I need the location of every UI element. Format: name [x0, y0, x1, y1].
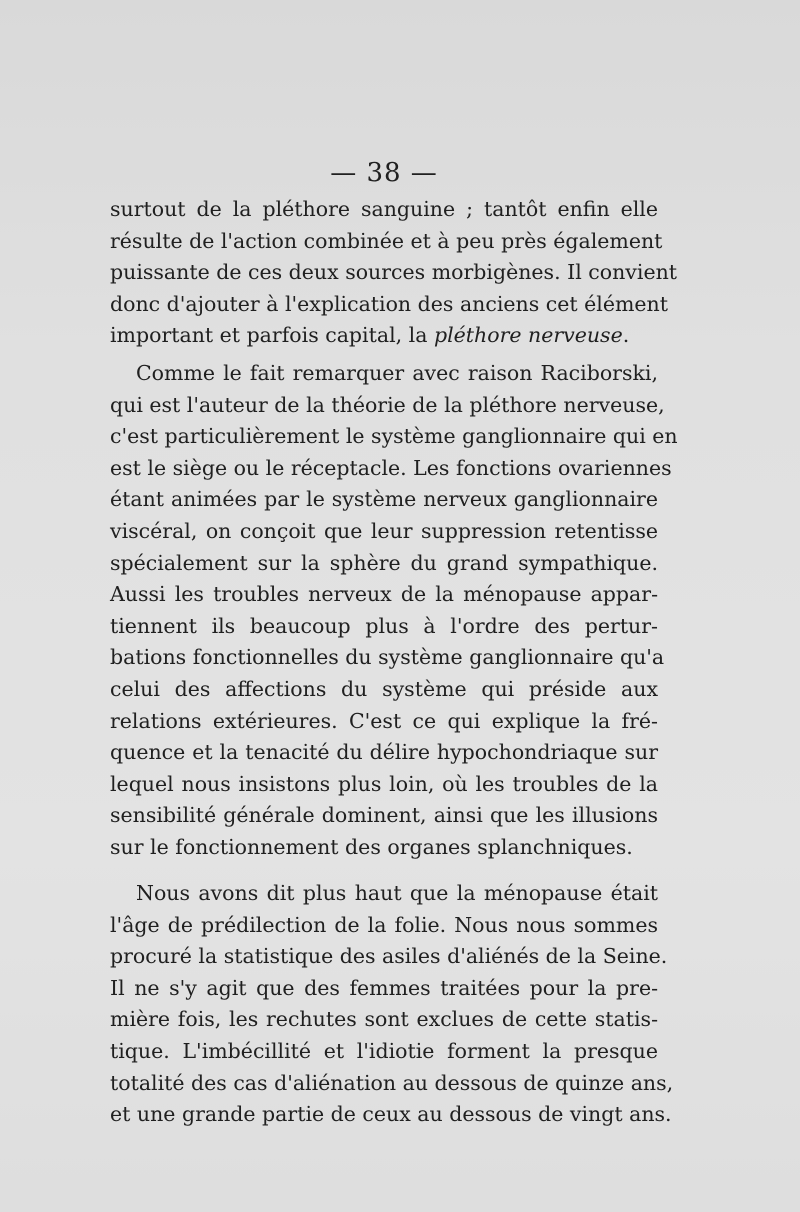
- text-line: l'âge de prédilection de la folie. Nous nous sommes: [110, 912, 658, 937]
- text-line: est le siège ou le réceptacle. Les fonctions ovariennes: [110, 455, 672, 480]
- text-line: Nous avons dit plus haut que la ménopause était: [136, 881, 658, 905]
- text-line: et une grande partie de ceux au dessous de vingt ans.: [110, 1102, 672, 1127]
- text-line: bations fonctionnelles du système ganglionnaire qu'a: [110, 645, 665, 670]
- text-line: quence et la tenacité du délire hypochondriaque sur: [110, 740, 658, 765]
- text-line: Il ne s'y agit que des femmes traitées pour la pre-: [110, 975, 658, 1000]
- text-line: étant animées par le système nerveux ganglionnaire: [110, 487, 658, 512]
- text-line: sensibilité générale dominent, ainsi que les illusions: [110, 803, 658, 828]
- text-segment: .: [622, 323, 630, 348]
- paragraph-1: [110, 194, 678, 352]
- text-line: résulte de l'action combinée et à peu près également: [110, 228, 663, 253]
- text-line: Aussi les troubles nerveux de la ménopause appar-: [110, 582, 658, 607]
- text-line: lequel nous insistons plus loin, où les troubles de la: [110, 771, 658, 796]
- text-line: procuré la statistique des asiles d'aliénés de la Seine.: [110, 944, 668, 969]
- text-line: donc d'ajouter à l'explication des anciens cet élément: [110, 291, 668, 316]
- text-segment: important et parfois capital, la: [110, 323, 434, 348]
- text-line: qui est l'auteur de la théorie de la pléthore nerveuse,: [110, 392, 665, 417]
- text-line: totalité des cas d'aliénation au dessous de quinze ans,: [110, 1070, 674, 1095]
- text-line: viscéral, on conçoit que leur suppression retentisse: [110, 518, 658, 543]
- italic-term: pléthore nerveuse: [433, 323, 623, 348]
- text-line: tique. L'imbécillité et l'idiotie forment la presque: [110, 1038, 658, 1063]
- text-line: [110, 320, 658, 352]
- text-line: sur le fonctionnement des organes splanchniques.: [110, 834, 633, 859]
- text-line: c'est particulièrement le système ganglionnaire qui en: [110, 424, 678, 449]
- text-line: relations extérieures. C'est ce qui explique la fré-: [110, 708, 658, 733]
- text-line: Comme le fait remarquer avec raison Raciborski,: [136, 361, 658, 385]
- text-line: mière fois, les rechutes sont exclues de cette statis-: [110, 1007, 658, 1032]
- text-line: surtout de la pléthore sanguine ; tantôt enfin elle: [110, 197, 658, 221]
- text-line: puissante de ces deux sources morbigènes. Il convient: [110, 260, 678, 285]
- text-line: tiennent ils beaucoup plus à l'ordre des pertur-: [110, 613, 658, 638]
- paragraph-2: [110, 358, 678, 864]
- text-line: celui des affections du système qui préside aux: [110, 676, 658, 701]
- page-number: — 38 —: [330, 158, 438, 188]
- paragraph-3: [110, 878, 674, 1131]
- text-line: spécialement sur la sphère du grand sympathique.: [110, 550, 658, 575]
